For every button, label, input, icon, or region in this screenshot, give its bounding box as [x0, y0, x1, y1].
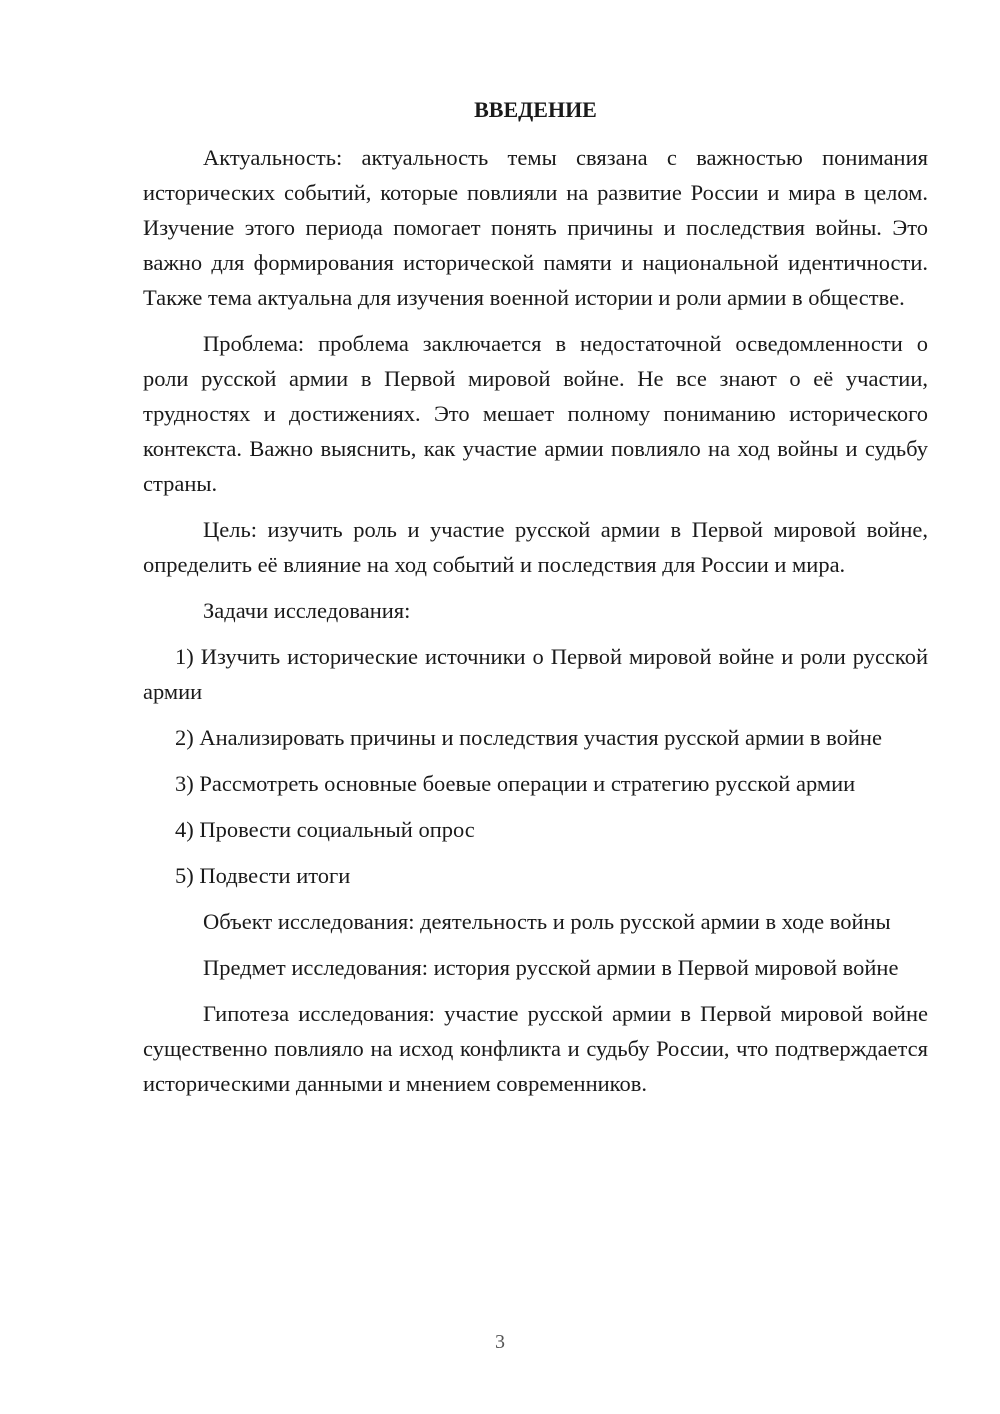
- paragraph-goal: Цель: изучить роль и участие русской армии в Первой мировой войне, определить её влияние на ход событий и последствия для России и мира.: [143, 517, 928, 577]
- section-title: ВВЕДЕНИЕ: [474, 97, 597, 122]
- list-item: 5) Подвести итоги: [175, 863, 351, 888]
- paragraph-relevance: Актуальность: актуальность темы связана с важностью понимания исторических событий, которые повлияли на развитие России и мира в целом. Изучение этого периода помогает понять причины и последствия войны. Это важно для формирования исторической памяти и национальной идентичности. Также тема актуальна для изучения военной истории и роли армии в обществе.: [143, 145, 928, 310]
- list-item: 1) Изучить исторические источники о Первой мировой войне и роли русской армии: [143, 644, 928, 704]
- paragraph-hypothesis: Гипотеза исследования: участие русской армии в Первой мировой войне существенно повлияло на исход конфликта и судьбу России, что подтверждается историческими данными и мнением современников.: [143, 1001, 928, 1096]
- tasks-intro: Задачи исследования:: [203, 598, 411, 623]
- document-page: [143, 92, 928, 1112]
- paragraph-problem: Проблема: проблема заключается в недостаточной осведомленности о роли русской армии в Первой мировой войне. Не все знают о её участии, трудностях и достижениях. Это мешает полному пониманию исторического контекста. Важно выяснить, как участие армии повлияло на ход войны и судьбу страны.: [143, 331, 928, 496]
- page-number: 3: [495, 1331, 505, 1353]
- list-item: 4) Провести социальный опрос: [175, 817, 475, 842]
- paragraph-object: Объект исследования: деятельность и роль русской армии в ходе войны: [203, 909, 891, 934]
- tasks-list: [143, 639, 928, 893]
- paragraph-subject: Предмет исследования: история русской армии в Первой мировой войне: [203, 955, 899, 980]
- list-item: 2) Анализировать причины и последствия участия русской армии в войне: [175, 725, 882, 750]
- list-item: 3) Рассмотреть основные боевые операции и стратегию русской армии: [175, 771, 856, 796]
